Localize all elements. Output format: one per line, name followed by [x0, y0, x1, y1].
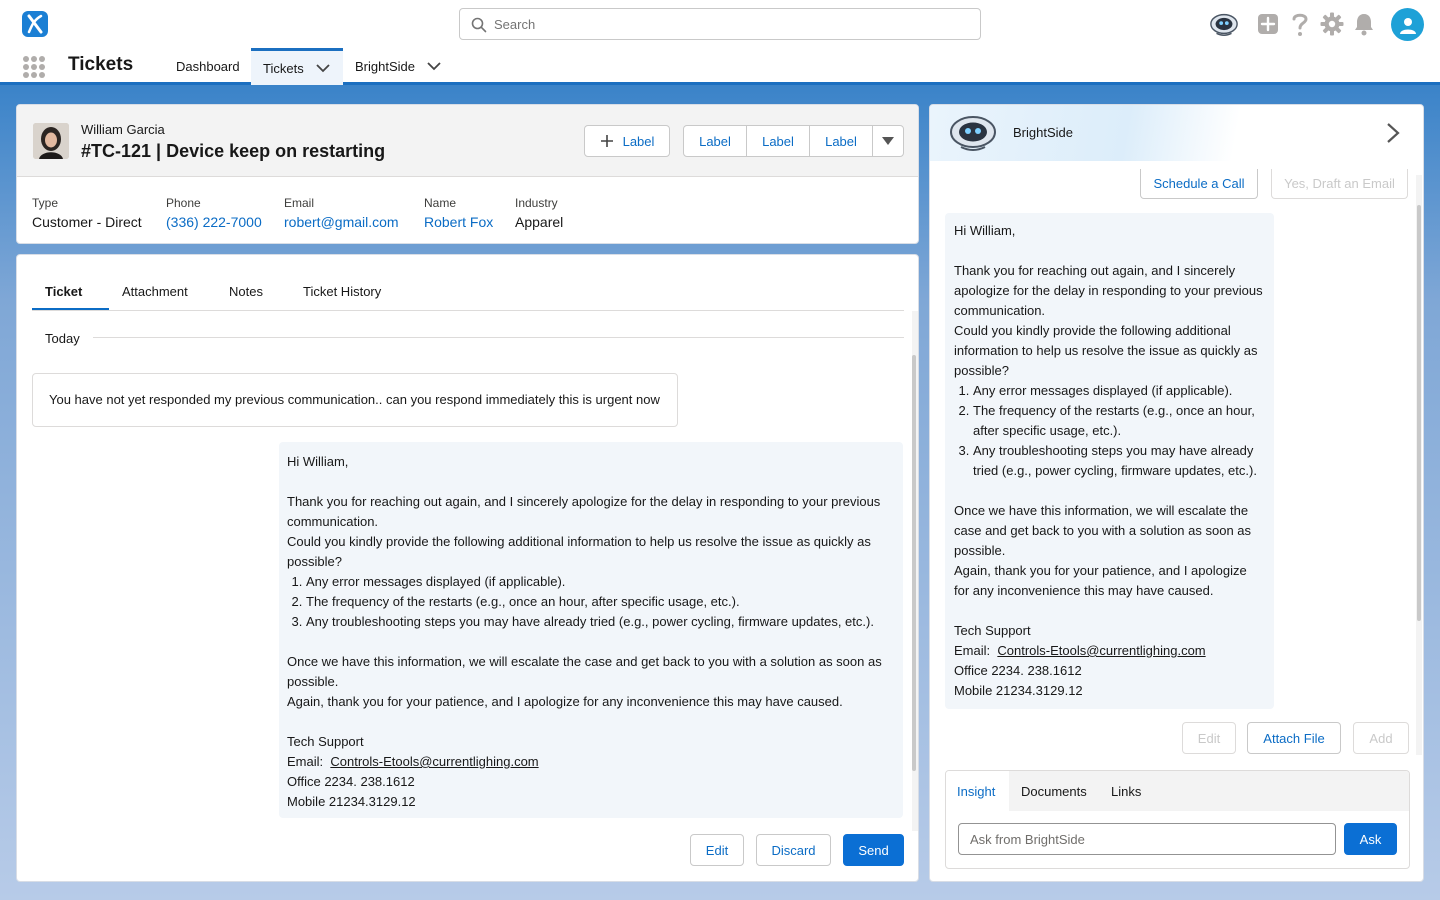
- nav-tab-tickets[interactable]: [251, 48, 343, 85]
- add-label-text: Label: [622, 133, 655, 149]
- brightside-ask-panel: [945, 770, 1410, 869]
- brightside-header: [930, 105, 1423, 161]
- send-button[interactable]: Send: [843, 834, 904, 866]
- ticket-conversation-card: [16, 254, 919, 882]
- reply-greeting: Hi William,: [287, 454, 349, 469]
- reply-paragraph: Could you kindly provide the following additional information to help us resolve the issue as quickly as possible?: [954, 323, 1258, 378]
- label-button-group: [683, 125, 904, 157]
- ticket-header-card: [16, 104, 919, 244]
- edit-button[interactable]: Edit: [690, 834, 744, 866]
- list-item: 2. The frequency of the restarts (e.g., once an hour, after specific usage, etc.).: [973, 401, 1265, 441]
- tab-attachment[interactable]: Attachment: [122, 284, 188, 299]
- list-item: 3. Any troubleshooting steps you may have already tried (e.g., power cycling, firmware updates, etc.).: [973, 441, 1265, 481]
- chevron-down-icon[interactable]: [427, 62, 441, 71]
- email-label: Email:: [954, 643, 991, 658]
- reply-email-line: [287, 752, 895, 772]
- tab-documents[interactable]: Documents: [1021, 783, 1087, 799]
- brightside-bot-icon: [948, 113, 998, 153]
- reply-email-line: [954, 641, 1265, 661]
- list-item: 2. The frequency of the restarts (e.g., once an hour, after specific usage, etc.).: [306, 592, 895, 612]
- nav-tab-brightside[interactable]: [355, 48, 441, 85]
- reply-list: [954, 381, 1265, 481]
- reply-paragraph: Again, thank you for your patience, and I apologize for any inconvenience this may have caused.: [287, 694, 843, 709]
- customer-name: William Garcia: [81, 122, 165, 137]
- reply-paragraph: Thank you for reaching out again, and I sincerely apologize for the delay in responding to your previous communication.: [287, 494, 881, 529]
- reply-mobile: Mobile 21234.3129.12: [954, 683, 1083, 698]
- field-label: Phone: [166, 196, 201, 210]
- plus-icon: [600, 134, 614, 148]
- nav-tab-label: Tickets: [263, 60, 304, 76]
- app-name: Tickets: [68, 54, 134, 75]
- reply-greeting: Hi William,: [954, 223, 1016, 238]
- notifications-icon[interactable]: [1349, 9, 1379, 39]
- field-value: Customer - Direct: [32, 214, 142, 230]
- list-item: 1. Any error messages displayed (if applicable).: [973, 381, 1265, 401]
- field-phone: [166, 196, 262, 230]
- add-suggestion-button[interactable]: Add: [1353, 722, 1409, 754]
- reply-list: [287, 572, 895, 632]
- field-label: Email: [284, 196, 315, 210]
- phone-link[interactable]: (336) 222-7000: [166, 214, 262, 230]
- tab-notes[interactable]: Notes: [229, 284, 263, 299]
- ticket-tabs: [32, 274, 904, 311]
- brightside-bottom-tabs: [946, 771, 1409, 811]
- customer-avatar: [33, 123, 69, 159]
- app-logo-icon[interactable]: [22, 11, 48, 37]
- reply-paragraph: Once we have this information, we will escalate the case and get back to you with a solution as soon as possible.: [954, 503, 1252, 558]
- nav-tab-label: BrightSide: [355, 59, 415, 74]
- tab-insight[interactable]: Insight: [946, 771, 1009, 811]
- brightside-title: BrightSide: [1013, 125, 1073, 140]
- reply-signature: Tech Support: [954, 623, 1031, 638]
- nav-tab-dashboard[interactable]: [176, 48, 240, 85]
- global-search[interactable]: [459, 8, 981, 40]
- reply-paragraph: Once we have this information, we will escalate the case and get back to you with a solution as soon as possible.: [287, 654, 882, 689]
- field-email: [284, 196, 399, 230]
- tab-ticket-history[interactable]: Ticket History: [303, 284, 382, 299]
- conversation-scrollbar[interactable]: [912, 311, 918, 831]
- ticket-title: #TC-121 | Device keep on restarting: [81, 141, 386, 161]
- list-item: 3. Any troubleshooting steps you may have already tried (e.g., power cycling, firmware updates, etc.).: [306, 612, 895, 632]
- nav-tab-label: Dashboard: [176, 59, 240, 74]
- scrollbar-thumb[interactable]: [1417, 205, 1421, 621]
- reply-office: Office 2234. 238.1612: [287, 774, 415, 789]
- global-header: [0, 0, 1440, 48]
- brightside-suggested-reply: [945, 213, 1274, 709]
- label-button-2[interactable]: Label: [747, 126, 810, 156]
- field-value: Apparel: [515, 214, 564, 230]
- support-email-link[interactable]: Controls-Etools@currentlighing.com: [330, 754, 539, 769]
- add-label-button[interactable]: [584, 125, 670, 157]
- chevron-down-icon[interactable]: [316, 64, 330, 73]
- agent-reply-message: [279, 442, 903, 818]
- search-icon: [471, 17, 487, 33]
- support-email-link[interactable]: Controls-Etools@currentlighing.com: [997, 643, 1206, 658]
- field-label: Industry: [515, 196, 558, 210]
- field-name: [424, 196, 493, 230]
- incoming-message: You have not yet responded my previous communication.. can you respond immediately this is urgent now: [32, 373, 678, 427]
- reply-paragraph: Again, thank you for your patience, and I apologize for any inconvenience this may have caused.: [954, 563, 1247, 598]
- schedule-call-button[interactable]: Schedule a Call: [1140, 169, 1258, 199]
- brightside-panel: [929, 104, 1424, 882]
- date-divider-line: [93, 337, 904, 338]
- reply-paragraph: Thank you for reaching out again, and I sincerely apologize for the delay in responding to your previous communication.: [954, 263, 1263, 318]
- active-tab-indicator: [32, 308, 109, 310]
- ask-brightside-input[interactable]: [958, 823, 1336, 855]
- user-avatar-icon[interactable]: [1391, 8, 1424, 41]
- reply-paragraph: Could you kindly provide the following additional information to help us resolve the issue as quickly as possible?: [287, 534, 871, 569]
- field-label: Name: [424, 196, 457, 210]
- field-label: Type: [32, 196, 59, 210]
- ticket-fields: [17, 177, 918, 245]
- edit-suggestion-button[interactable]: Edit: [1182, 722, 1236, 754]
- contact-name-link[interactable]: Robert Fox: [424, 214, 494, 230]
- ask-button[interactable]: Ask: [1344, 823, 1397, 855]
- app-navigation-bar: [0, 48, 1440, 85]
- brightside-scrollbar[interactable]: [1416, 175, 1422, 755]
- draft-email-button[interactable]: Yes, Draft an Email: [1271, 169, 1408, 199]
- ticket-header-top: [17, 105, 918, 177]
- brightside-bot-icon[interactable]: [1209, 9, 1239, 39]
- scrollbar-thumb[interactable]: [912, 355, 916, 771]
- list-item: 1. Any error messages displayed (if applicable).: [306, 572, 895, 592]
- add-icon[interactable]: [1253, 9, 1283, 39]
- date-divider-label: Today: [45, 331, 80, 346]
- email-link[interactable]: robert@gmail.com: [284, 214, 399, 230]
- attach-file-button[interactable]: Attach File: [1247, 722, 1341, 754]
- label-button-1[interactable]: Label: [684, 126, 747, 156]
- caret-down-icon: [882, 137, 894, 145]
- label-menu-dropdown[interactable]: [873, 126, 903, 156]
- field-industry: [515, 196, 563, 230]
- tab-ticket[interactable]: Ticket: [45, 284, 83, 299]
- app-launcher-icon[interactable]: [23, 56, 45, 78]
- tab-links[interactable]: Links: [1111, 783, 1142, 799]
- settings-icon[interactable]: [1317, 9, 1347, 39]
- chevron-right-icon[interactable]: [1386, 122, 1400, 147]
- email-label: Email:: [287, 754, 324, 769]
- help-icon[interactable]: [1285, 9, 1315, 39]
- reply-office: Office 2234. 238.1612: [954, 663, 1082, 678]
- label-button-3[interactable]: Label: [810, 126, 873, 156]
- reply-mobile: Mobile 21234.3129.12: [287, 794, 416, 809]
- discard-button[interactable]: Discard: [756, 834, 831, 866]
- field-type: [32, 196, 142, 230]
- search-input[interactable]: [494, 9, 964, 39]
- reply-signature: Tech Support: [287, 734, 364, 749]
